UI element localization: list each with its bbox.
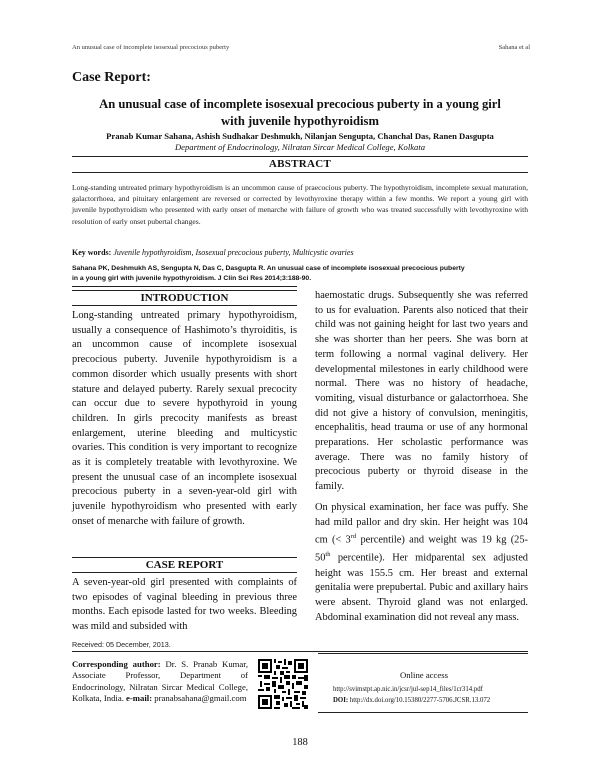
exam-text-2: percentile) and weight was 19 kg (25-50 [315,534,528,564]
abstract-heading: ABSTRACT [268,158,332,170]
abstract-top-rule [72,156,528,157]
page-number: 188 [292,737,308,748]
doi-link[interactable]: http://dx.doi.org/10.15380/2277-5706.JCSR.13.072 [348,697,491,704]
keywords [72,248,528,257]
footer-rule [72,651,528,652]
online-access-url[interactable]: http://svimstpt.ap.nic.in/jcsr/jul-sep14_files/1cr314.pdf [333,686,483,693]
corresponding-author [72,659,248,704]
case-report-continued [315,289,528,625]
case-report-text [72,576,297,635]
online-access-top-rule [318,653,528,654]
case-report-heading: CASE REPORT [72,557,297,573]
online-access-title: Online access [400,670,449,680]
qr-code-icon [256,657,310,711]
introduction-text [72,309,297,530]
exam-sup-2: th [325,551,331,559]
citation-rule [72,286,297,287]
doi-label: DOI: [333,697,349,704]
running-author: Sahana et al [498,44,530,51]
exam-sup-1: rd [350,533,357,541]
abstract-text: Long-standing untreated primary hypothyroidism is an uncommon cause of praecocious puberty. The hypothyroidism, incomplete sexual maturation, galactorrhoea, and pituitary enlargement are reversed or corrected by levothyroxine therapy within a few months. We report a young girl with juvenile hypothyroidism who presented with early onset of menarche with failure of growth who was treated successfully with levothyroxine with resolution of early onset pubertal changes. [72,183,528,226]
citation-line-1: Sahana PK, Deshmukh AS, Sengupta N, Das C, Dasgupta R. An unusual case of incomplete isosexual precocious puberty [72,265,465,272]
title-line-2: with juvenile hypothyroidism [221,114,379,128]
exam-paragraph [315,501,528,626]
affiliation: Department of Endocrinology, Nilratan Sircar Medical College, Kolkata [174,142,426,152]
abstract-bottom-rule [72,172,528,173]
keywords-label: Key words: [72,248,112,257]
keywords-value: Juvenile hypothyroidism, Isosexual precocious puberty, Multicystic ovaries [113,248,354,257]
article-type-label: Case Report: [72,70,151,85]
received-date: Received: 05 December, 2013. [72,640,171,649]
online-access-bottom-rule [318,712,528,713]
corresponding-label: Corresponding author: [72,659,161,669]
email-address[interactable]: pranabsahana@gmail.com [152,692,247,703]
email-label: e-mail: [123,692,153,703]
exam-text-3: percentile). Her midparental sex adjusted height was 155.5 cm. Her breast and external genitalia were prepubertal. Pubic and axillary hairs were absent. Thyroid gland was not enlarged. Abdominal examination did not reveal any mass. [315,552,528,623]
title-line-1: An unusual case of incomplete isosexual precocious puberty in a young girl [99,97,501,111]
running-title: An unusual case of incomplete isosexual precocious puberty [72,44,230,51]
article-title [72,96,528,130]
history-paragraph: haemostatic drugs. Subsequently she was referred to us for evaluation. Parents also noticed that their child was not gaining height for last two years and she was shorter than her peers. She was born at term following a normal vaginal delivery. Her developmental milestones in early childhood were normal. There was no history of headache, vomiting, visual disturbance or galactorrhoea. She did not give a history of convulsion, meningitis, encephalitis, head trauma or use of any hormonal preparations. Her scholastic performance was average. There was no family history of precocious puberty or thyroid disease in the family. [315,290,528,493]
author-list: Pranab Kumar Sahana, Ashish Sudhakar Deshmukh, Nilanjan Sengupta, Chanchal Das, Ranen Dasgupta [106,131,494,141]
exam-text-1: On physical examination, her face was puffy. She had mild pallor and dry skin. Her height was 104 cm (< 3 [315,501,528,546]
online-access-doi [333,697,490,704]
corresponding-text: Dr. S. Pranab Kumar, Associate Professor, Department of Endocrinology, Nilratan Sircar Medical College, Kolkata, India. [72,659,248,703]
case-report-paragraph: A seven-year-old girl presented with complaints of two episodes of vaginal bleeding in previous three months. Each episode lasted for two weeks. Bleeding was mild and subsided with [72,577,297,633]
citation [72,264,528,283]
introduction-paragraph: Long-standing untreated primary hypothyroidism, usually a consequence of Hashimoto’s thyroiditis, is an uncommon cause of incomplete isosexual precocious puberty. Juvenile hypothyroidism is a common disorder which usually presents with short stature and delayed puberty. Rarely sexual precocity can occur due to severe hypothyroid in young children. In girls precocity manifests as breast enlargement, uterine bleeding and multicystic ovaries. This condition is very important to recognize as it is completely treatable with levothyroxine. We present the unusual case of an incomplete isosexual precocious puberty in a seven-year-old girl with juvenile hypothyroidism who presented with early onset of menarche with failure of growth. [72,310,297,527]
introduction-heading: INTRODUCTION [72,290,297,306]
citation-line-2: in a young girl with juvenile hypothyroidism. J Clin Sci Res 2014;3:188-90. [72,274,312,282]
